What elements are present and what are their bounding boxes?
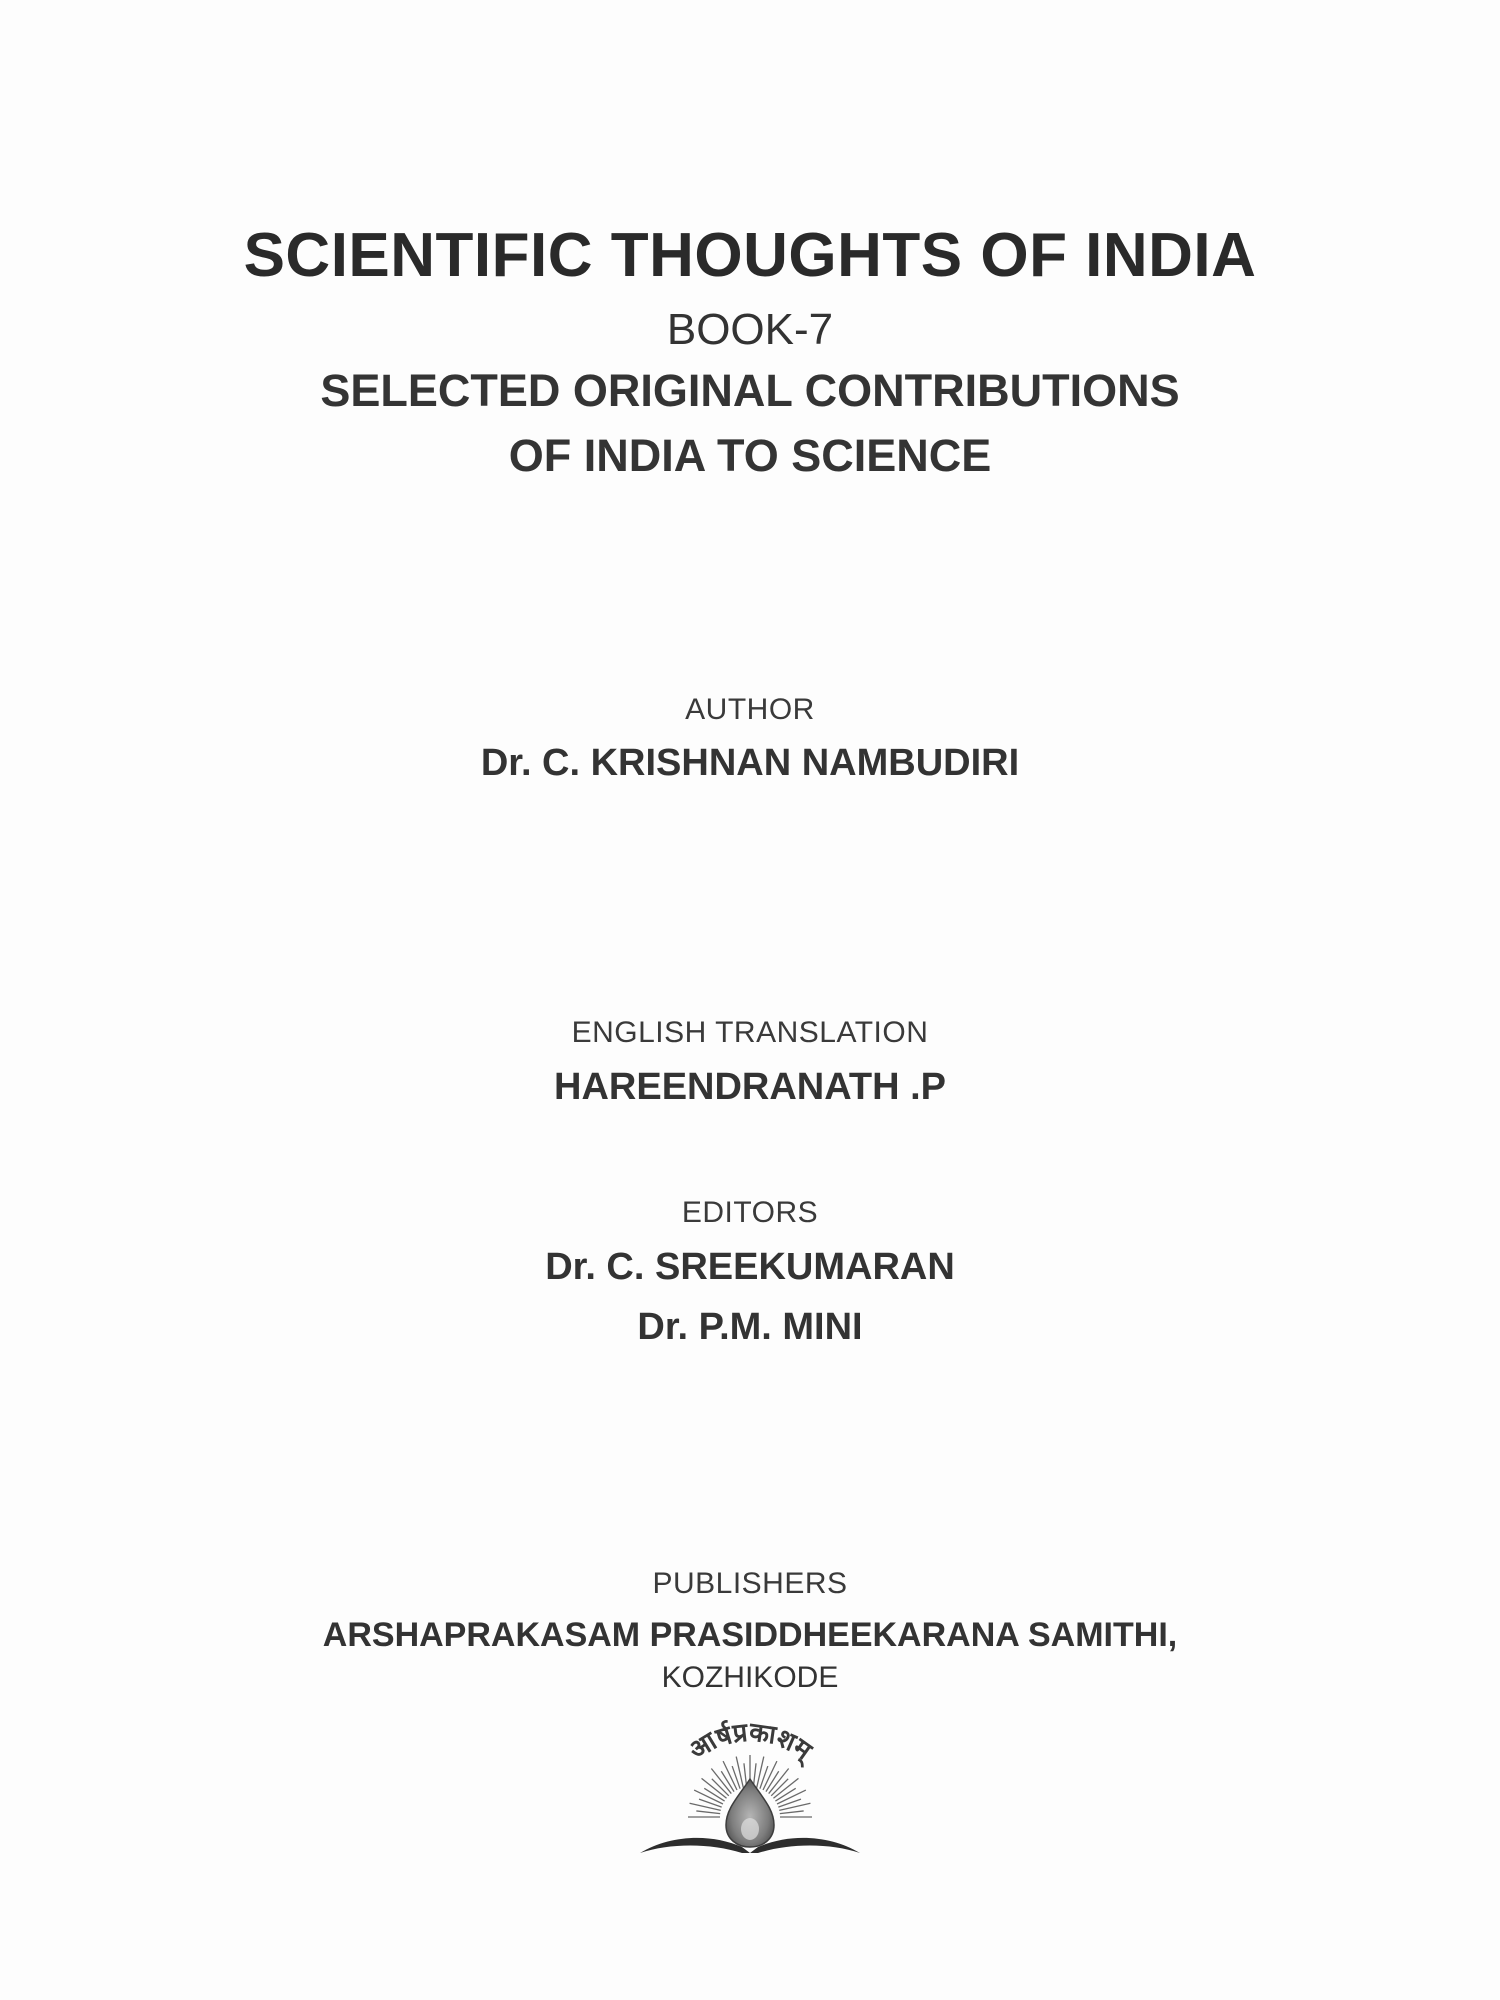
publishers-label: PUBLISHERS (652, 1567, 848, 1600)
publisher-city: KOZHIKODE (661, 1661, 839, 1694)
subtitle-line-2: OF INDIA TO SCIENCE (508, 430, 992, 481)
editor-name-1: Dr. C. SREEKUMARAN (545, 1246, 955, 1288)
publisher-name: ARSHAPRAKASAM PRASIDDHEEKARANA SAMITHI, (322, 1616, 1178, 1654)
author-name: Dr. C. KRISHNAN NAMBUDIRI (480, 742, 1020, 784)
translation-label: ENGLISH TRANSLATION (571, 1016, 929, 1049)
publisher-emblem-icon (630, 1705, 870, 1855)
book-title: SCIENTIFIC THOUGHTS OF INDIA (243, 221, 1257, 290)
author-label: AUTHOR (685, 693, 815, 726)
subtitle-line-1: SELECTED ORIGINAL CONTRIBUTIONS (320, 365, 1180, 416)
svg-text:आर्षप्रकाशम् (684, 1717, 821, 1770)
editors-label: EDITORS (681, 1196, 819, 1229)
emblem-arc-text: आर्षप्रकाशम् (683, 1717, 817, 1767)
editor-name-2: Dr. P.M. MINI (637, 1306, 863, 1348)
book-number: BOOK-7 (666, 305, 834, 354)
translator-name: HAREENDRANATH .P (554, 1066, 946, 1108)
